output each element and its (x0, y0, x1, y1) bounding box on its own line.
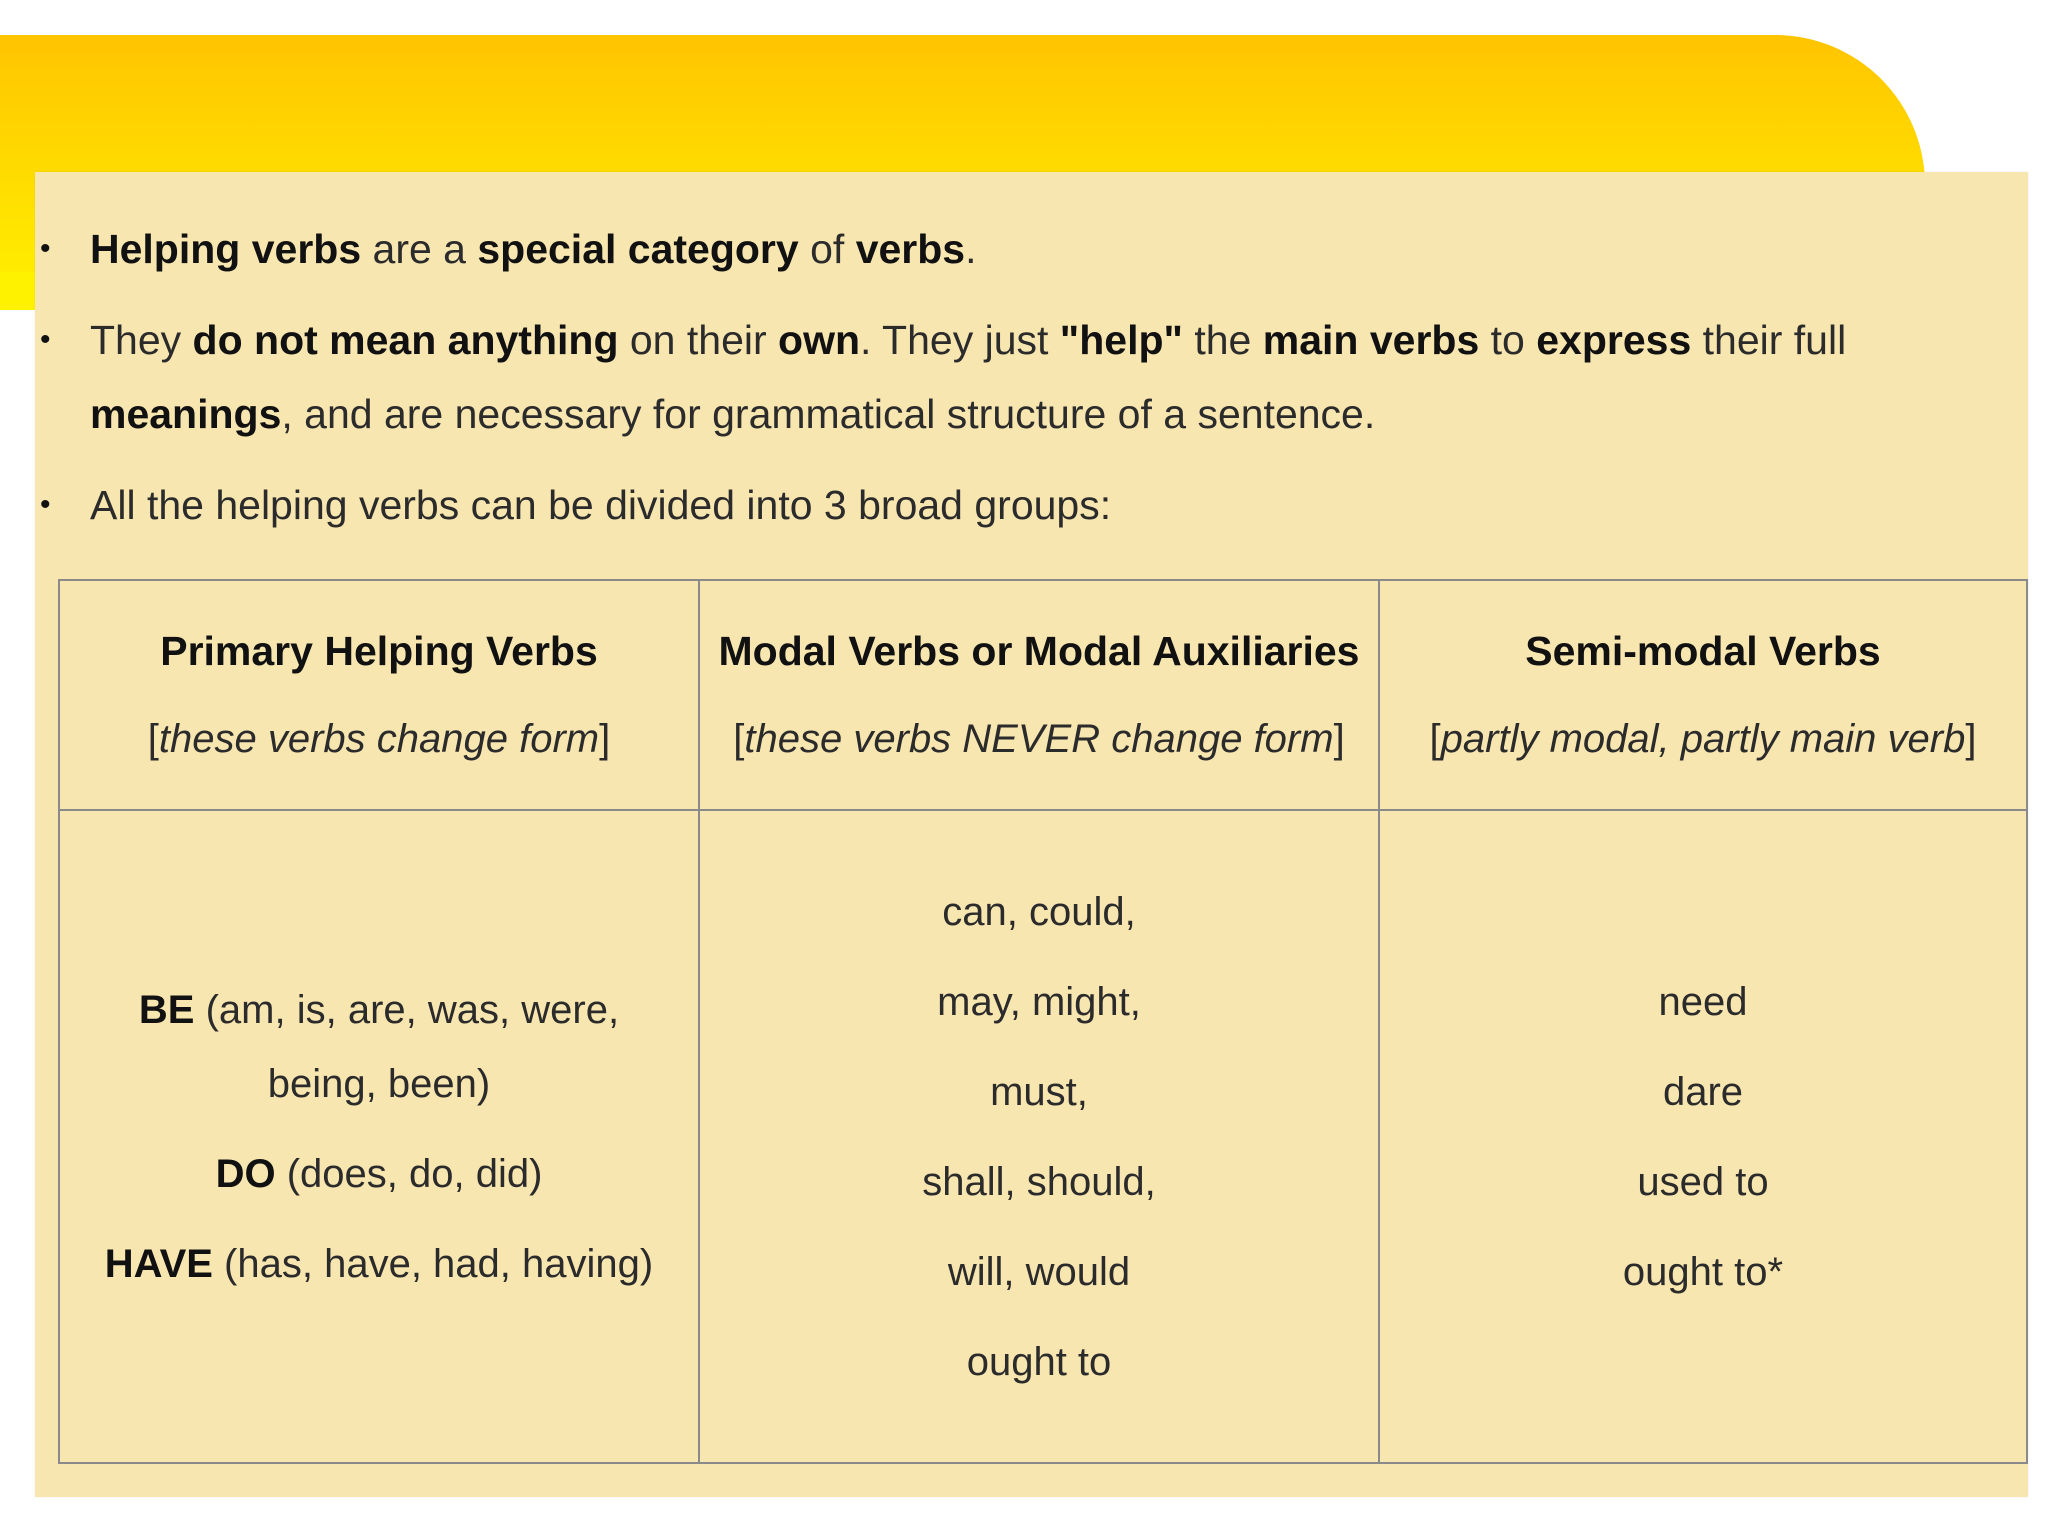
bullet-text: , and are necessary for grammatical structure of a sentence. (281, 391, 1376, 437)
modal-verbs-cell (699, 810, 1379, 1463)
bullet-bold-text: main verbs (1262, 317, 1480, 363)
semi-modal-verbs-cell (1379, 810, 2027, 1463)
bullet-bold-text: special category (477, 226, 799, 272)
bullet-list (35, 212, 2015, 542)
bullet-text: of (798, 226, 856, 272)
header-subtitle: [partly modal, partly main verb] (1429, 717, 1977, 761)
primary-verb-have: HAVE (has, have, had, having) (104, 1241, 654, 1286)
banner-accent-strip (0, 272, 40, 308)
bullet-bold-text: verbs (855, 226, 966, 272)
bullet-bold-text: Helping verbs (90, 226, 362, 272)
header-title: Primary Helping Verbs (160, 628, 598, 674)
bullet-text: . They just (860, 317, 1060, 363)
bullet-text: are a (361, 226, 478, 272)
bullet-text: All the helping verbs can be divided into 3 broad groups: (90, 482, 1112, 528)
semi-modal-verb-line: dare (1662, 1069, 1744, 1114)
modal-verb-line: can, could, (942, 889, 1136, 934)
bullet-text: . (965, 226, 977, 272)
bullet-text: on their (618, 317, 779, 363)
bullet-bold-text: do not mean anything (192, 317, 619, 363)
bullet-item (35, 303, 2015, 451)
semi-modal-verb-line: ought to* (1622, 1249, 1784, 1294)
bullet-bold-text: express (1536, 317, 1692, 363)
bullet-text: the (1182, 317, 1263, 363)
semi-modal-verb-line: used to (1637, 1159, 1769, 1204)
bullet-bold-text: own (778, 317, 861, 363)
header-subtitle: [these verbs change form] (147, 717, 611, 761)
content-panel (35, 172, 2028, 1497)
table-header-row (59, 580, 2027, 810)
bullet-bold-text: "help" (1059, 317, 1183, 363)
bullet-item (35, 212, 2015, 286)
header-subtitle: [these verbs NEVER change form] (733, 717, 1345, 761)
table-body-row (59, 810, 2027, 1463)
header-modal (699, 580, 1379, 810)
bullet-item (35, 468, 2015, 542)
modal-verb-line: shall, should, (922, 1159, 1156, 1204)
modal-verb-line: will, would (947, 1249, 1131, 1294)
header-primary (59, 580, 699, 810)
bullet-text: to (1479, 317, 1537, 363)
helping-verbs-table (58, 579, 2028, 1464)
header-title: Modal Verbs or Modal Auxiliaries (718, 628, 1360, 674)
bullet-text: They (90, 317, 193, 363)
primary-verbs-cell (59, 810, 699, 1463)
header-semi-modal (1379, 580, 2027, 810)
primary-verb-do: DO (does, do, did) (215, 1151, 543, 1196)
semi-modal-verb-line: need (1658, 979, 1748, 1024)
bullet-text: their full (1691, 317, 1847, 363)
modal-verb-line: ought to (966, 1339, 1112, 1384)
modal-verb-line: must, (990, 1069, 1088, 1114)
header-title: Semi-modal Verbs (1525, 628, 1881, 674)
bullet-bold-text: meanings (90, 391, 282, 437)
primary-verb-be: BE (am, is, are, was, were, being, been) (138, 987, 620, 1106)
modal-verb-line: may, might, (937, 979, 1141, 1024)
